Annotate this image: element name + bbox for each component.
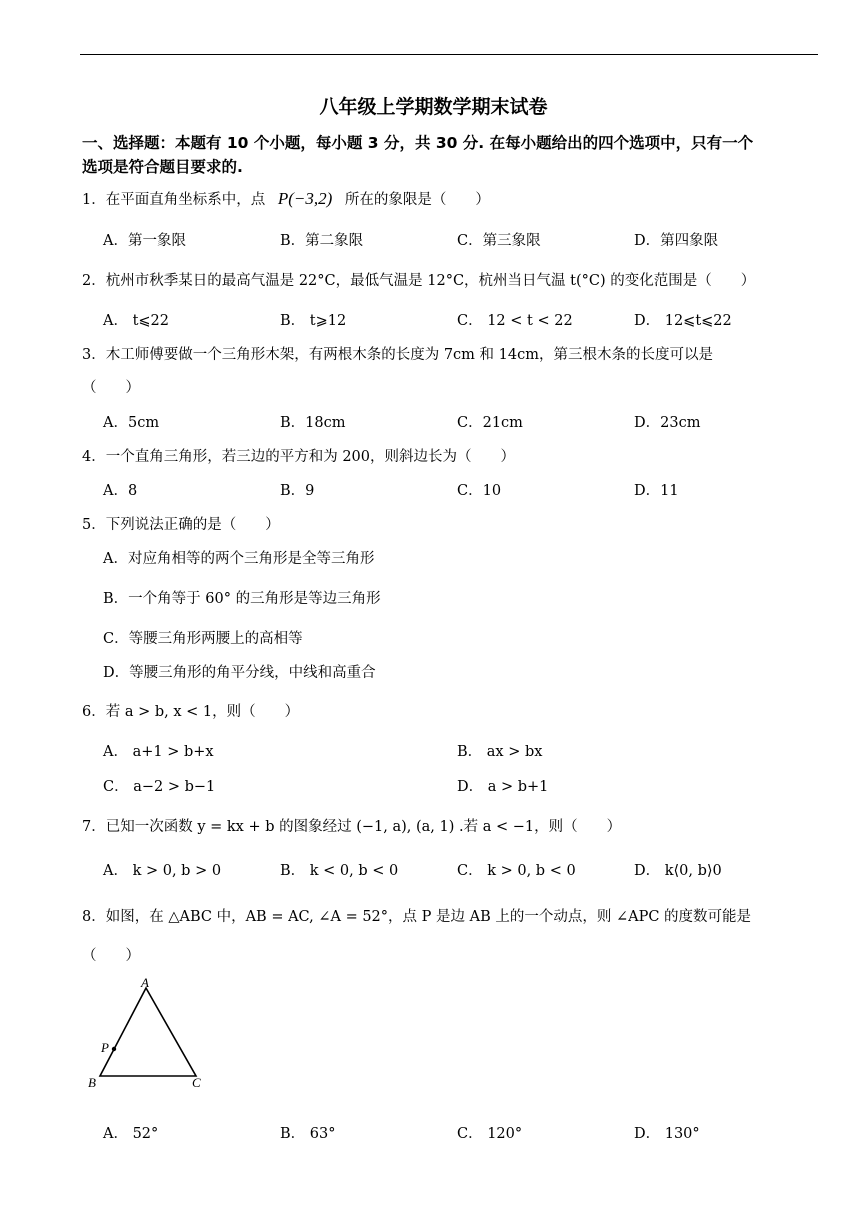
q1-option-c[interactable]: C．第三象限 (457, 233, 541, 249)
question-7: 7．已知一次函数 y = kx + b 的图象经过 (−1, a), (a, 1) .若 a < −1，则（ ） (82, 819, 622, 835)
q6-option-d[interactable]: D． a > b+1 (457, 779, 549, 795)
q8-option-c[interactable]: C． 120° (457, 1126, 523, 1142)
page-title: 八年级上学期数学期末试卷 (319, 96, 548, 118)
question-4: 4．一个直角三角形，若三边的平方和为 200，则斜边长为（ ） (82, 449, 516, 465)
question-1 (82, 188, 490, 209)
question-8-line2: （ ） (82, 948, 140, 964)
q3-option-a[interactable]: A．5cm (103, 415, 160, 431)
question-1-pre: 1．在平面直角坐标系中，点 (82, 192, 266, 208)
q5-option-b[interactable]: B．一个角等于 60° 的三角形是等边三角形 (103, 591, 381, 607)
vertex-label-c: C (192, 1075, 201, 1090)
triangle-abc (100, 988, 196, 1076)
q8-option-a[interactable]: A． 52° (103, 1126, 159, 1142)
vertex-label-p: P (101, 1040, 109, 1055)
question-1-point: P(−3,2) (277, 189, 333, 208)
q4-option-c[interactable]: C．10 (457, 483, 502, 499)
q5-option-c[interactable]: C．等腰三角形两腰上的高相等 (103, 631, 303, 647)
q8-option-d[interactable]: D． 130° (634, 1126, 700, 1142)
q4-option-a[interactable]: A．8 (103, 483, 138, 499)
question-1-post: 所在的象限是（ ） (344, 192, 490, 208)
question-8-line1: 8．如图，在 △ABC 中，AB = AC, ∠A = 52°，点 P 是边 AB 上的一个动点，则 ∠APC 的度数可能是 (82, 909, 752, 925)
q4-option-d[interactable]: D．11 (634, 483, 679, 499)
q1-option-a[interactable]: A．第一象限 (103, 233, 186, 249)
header-rule (80, 54, 818, 55)
vertex-label-b: B (88, 1075, 96, 1090)
q8-option-b[interactable]: B． 63° (280, 1126, 336, 1142)
q6-option-c[interactable]: C． a−2 > b−1 (103, 779, 216, 795)
q3-option-c[interactable]: C．21cm (457, 415, 523, 431)
section-heading-line2: 选项是符合题目要求的. (82, 158, 243, 176)
q6-option-b[interactable]: B． ax > bx (457, 744, 543, 760)
q2-option-b[interactable]: B． t⩾12 (280, 313, 347, 329)
q7-option-b[interactable]: B． k < 0, b < 0 (280, 863, 399, 879)
q5-option-a[interactable]: A．对应角相等的两个三角形是全等三角形 (103, 551, 375, 567)
question-5: 5．下列说法正确的是（ ） (82, 517, 280, 533)
q7-option-d[interactable]: D． k⟨0, b⟩0 (634, 863, 722, 879)
q2-option-a[interactable]: A． t⩽22 (103, 313, 170, 329)
q2-option-c[interactable]: C． 12 < t < 22 (457, 313, 573, 329)
vertex-label-a: A (141, 975, 149, 990)
q2-option-d[interactable]: D． 12⩽t⩽22 (634, 313, 732, 329)
q6-option-a[interactable]: A． a+1 > b+x (103, 744, 214, 760)
q5-option-d[interactable]: D．等腰三角形的角平分线，中线和高重合 (103, 665, 376, 681)
question-3-line1: 3．木工师傅要做一个三角形木架，有两根木条的长度为 7cm 和 14cm，第三根木条的长度可以是 (82, 347, 713, 363)
question-6: 6．若 a > b, x < 1，则（ ） (82, 704, 300, 720)
point-p-dot (112, 1047, 116, 1051)
q7-option-c[interactable]: C． k > 0, b < 0 (457, 863, 576, 879)
question-3-line2: （ ） (82, 380, 140, 396)
section-heading-line1: 一、选择题：本题有 10 个小题，每小题 3 分，共 30 分. 在每小题给出的四个选项中，只有一个 (82, 134, 754, 152)
q4-option-b[interactable]: B．9 (280, 483, 315, 499)
q1-option-d[interactable]: D．第四象限 (634, 233, 719, 249)
q7-option-a[interactable]: A． k > 0, b > 0 (103, 863, 222, 879)
q1-option-b[interactable]: B．第二象限 (280, 233, 364, 249)
question-2: 2．杭州市秋季某日的最高气温是 22°C，最低气温是 12°C，杭州当日气温 t(°C) 的变化范围是（ ） (82, 273, 756, 289)
q3-option-b[interactable]: B．18cm (280, 415, 346, 431)
triangle-figure (80, 975, 210, 1095)
q3-option-d[interactable]: D．23cm (634, 415, 701, 431)
